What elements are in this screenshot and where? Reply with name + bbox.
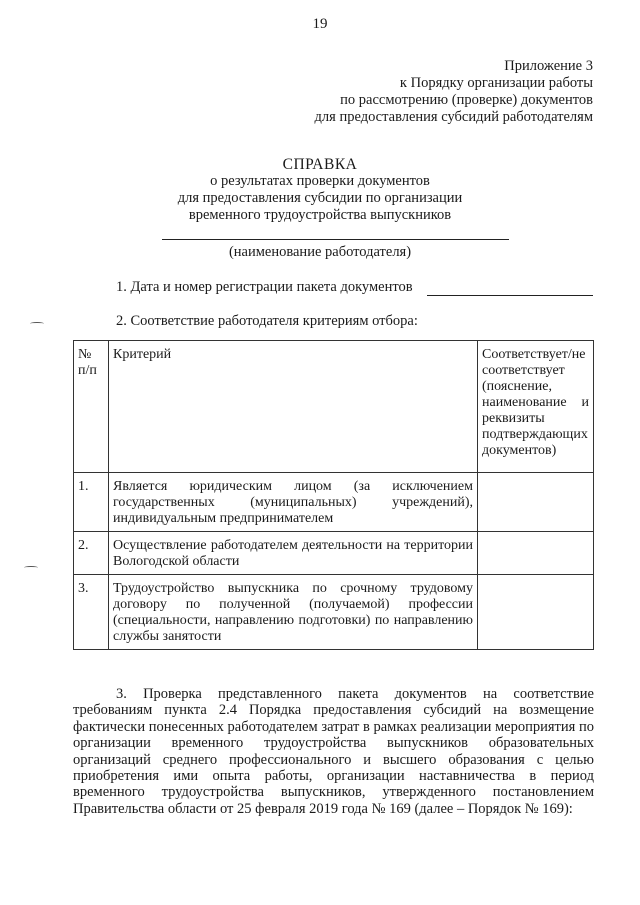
row-num: 1. bbox=[74, 473, 109, 532]
document-title bbox=[0, 156, 640, 224]
row-num: 3. bbox=[74, 575, 109, 650]
row-criterion: Осуществление работодателем деятельности на территории Вологодской области bbox=[109, 532, 478, 575]
table-row bbox=[74, 532, 594, 575]
page-number: 19 bbox=[312, 16, 328, 32]
row-match-cell bbox=[478, 575, 594, 650]
scan-speck bbox=[30, 322, 44, 325]
table-row bbox=[74, 575, 594, 650]
criteria-table bbox=[73, 340, 594, 650]
appendix-line-1: Приложение 3 bbox=[504, 58, 593, 74]
title-line-2: для предоставления субсидии по организации bbox=[177, 190, 463, 206]
row-criterion: Является юридическим лицом (за исключением государственных (муниципальных) учреждений), индивидуальным предпринимателем bbox=[109, 473, 478, 532]
appendix-line-4: для предоставления субсидий работодателям bbox=[314, 109, 593, 125]
scan-speck bbox=[24, 566, 38, 569]
title-main: СПРАВКА bbox=[282, 156, 358, 173]
table-header-row bbox=[74, 341, 594, 473]
appendix-reference bbox=[315, 58, 593, 126]
title-line-3: временного трудоустройства выпускников bbox=[188, 207, 452, 223]
header-criterion: Критерий bbox=[109, 341, 478, 473]
row-criterion: Трудоустройство выпускника по срочному трудовому договору по полученной (получаемой) профессии (специальности, направлению подготовки) по направлению службы занятости bbox=[109, 575, 478, 650]
item-1-registration: 1. Дата и номер регистрации пакета документов bbox=[116, 279, 413, 295]
row-match-cell bbox=[478, 532, 594, 575]
employer-name-line bbox=[162, 239, 509, 240]
table-row bbox=[74, 473, 594, 532]
paragraph-3: 3. Проверка представленного пакета документов на соответствие требованиям пункта 2.4 Порядка предоставления субсидий на возмещение фактически понесенных работодателем затрат в рамках реализации мероприятия по организации временного трудоустройства выпускников образовательных организаций среднего профессионального и высшего образования с целью приобретения ими опыта работы, организации наставничества в период временного трудоустройства выпускников, утвержденного постановлением Правительства области от 25 февраля 2019 года № 169 (далее – Порядок № 169): bbox=[73, 686, 594, 817]
row-num: 2. bbox=[74, 532, 109, 575]
employer-caption: (наименование работодателя) bbox=[228, 244, 412, 260]
item-2-criteria: 2. Соответствие работодателя критериям отбора: bbox=[116, 313, 418, 329]
header-num: № п/п bbox=[74, 341, 109, 473]
title-line-1: о результатах проверки документов bbox=[210, 173, 430, 189]
appendix-line-3: по рассмотрению (проверке) документов bbox=[340, 92, 593, 108]
appendix-line-2: к Порядку организации работы bbox=[399, 75, 593, 91]
row-match-cell bbox=[478, 473, 594, 532]
registration-fill-line bbox=[427, 295, 593, 296]
header-match: Соответствует/не соответствует (пояснение, наименование и реквизиты подтверждающих документов) bbox=[478, 341, 594, 473]
